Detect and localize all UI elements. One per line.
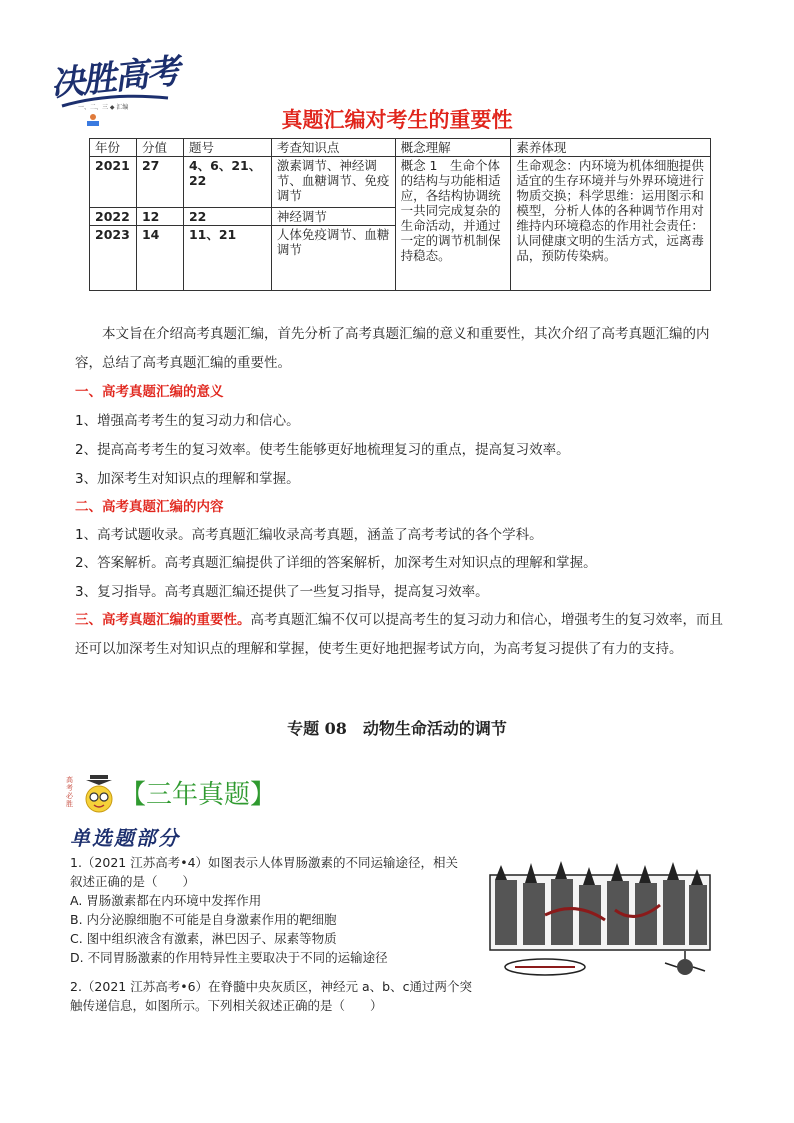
section2-item: 3、复习指导。高考真题汇编还提供了一些复习指导，提高复习效率。: [75, 584, 489, 600]
cell-score: 12: [136, 208, 183, 226]
cell-points: 神经调节: [271, 208, 395, 226]
cell-nums: 4、6、21、22: [183, 157, 271, 208]
header-score: 分值: [136, 139, 183, 157]
cell-literacy: 生命观念：内环境为机体细胞提供适宜的生存环境并与外界环境进行物质交换；科学思维：运用图示和模型，分析人体的各种调节作用对维持内环境稳态的作用社会责任：认同健康文明的生活方式，远离毒品，预防传染病。: [511, 157, 711, 291]
option-b: B. 内分泌腺细胞不可能是自身激素作用的靶细胞: [70, 912, 337, 927]
cell-concept: 概念 1 生命个体的结构与功能相适应，各结构协调统一共同完成复杂的生命活动，并通过一定的调节机制保持稳态。: [395, 157, 511, 291]
cell-nums: 22: [183, 208, 271, 226]
section2-title: 二、高考真题汇编的内容: [75, 499, 224, 515]
question-stem: 2.（2021 江苏高考•6）在脊髓中央灰质区，神经元 a、b、c通过两个突触传递信息，如图所示。下列相关叙述正确的是（ ）: [70, 979, 472, 1013]
intro-paragraph: 本文旨在介绍高考真题汇编，首先分析了高考真题汇编的意义和重要性，其次介绍了高考真题汇编的内容，总结了高考真题汇编的重要性。: [75, 326, 710, 371]
header-literacy: 素养体现: [511, 139, 711, 157]
header-points: 考查知识点: [271, 139, 395, 157]
section-label: 【三年真题】: [120, 780, 277, 810]
section2-item: 2、答案解析。高考真题汇编提供了详细的答案解析，加深考生对知识点的理解和掌握。: [75, 555, 597, 571]
cell-nums: 11、21: [183, 226, 271, 291]
logo-subtext: 一、二、三 ◆ 汇编: [78, 104, 129, 111]
section1-title: 一、高考真题汇编的意义: [75, 384, 224, 400]
cell-year: 2022: [90, 208, 137, 226]
table-row: [90, 157, 711, 208]
badge-text: 高考必胜: [66, 776, 73, 808]
page-title: 真题汇编对考生的重要性: [281, 108, 513, 132]
subject-title: 专题 08 动物生命活动的调节: [287, 719, 507, 738]
cell-year: 2023: [90, 226, 137, 291]
section3-body: 高考真题汇编不仅可以提高考生的复习动力和信心，增强考生的复习效率，而且还可以加深考生对知识点的理解和掌握，使考生更好地把握考试方向，为高考复习提供了有力的支持。: [75, 612, 723, 657]
cell-points: 激素调节、神经调节、血糖调节、免疫调节: [271, 157, 395, 208]
header-year: 年份: [90, 139, 137, 157]
section2-item: 1、高考试题收录。高考真题汇编收录高考真题，涵盖了高考考试的各个学科。: [75, 527, 543, 543]
section1-item: 3、加深考生对知识点的理解和掌握。: [75, 471, 300, 487]
question-1: [70, 853, 470, 967]
logo-text: 决胜高考: [48, 51, 181, 105]
table-header-row: [90, 139, 711, 157]
header-concept: 概念理解: [395, 139, 511, 157]
cell-score: 27: [136, 157, 183, 208]
option-c: C. 图中组织液含有激素，淋巴因子、尿素等物质: [70, 931, 337, 946]
question-stem: 1.（2021 江苏高考•4）如图表示人体胃肠激素的不同运输途径，相关叙述正确的是（ ）: [70, 855, 459, 889]
gut-hormone-diagram: [485, 855, 715, 985]
section3-title: 三、高考真题汇编的重要性。: [75, 612, 251, 628]
cell-points: 人体免疫调节、血糖调节: [271, 226, 395, 291]
section1-item: 1、增强高考考生的复习动力和信心。: [75, 413, 300, 429]
exam-info-table: [89, 138, 711, 291]
smiley-graduate-icon: [70, 774, 118, 814]
cell-score: 14: [136, 226, 183, 291]
question-2: [70, 977, 480, 1015]
header-nums: 题号: [183, 139, 271, 157]
section1-item: 2、提高高考考生的复习效率。使考生能够更好地梳理复习的重点，提高复习效率。: [75, 442, 570, 458]
section3-paragraph: [75, 606, 725, 664]
cell-year: 2021: [90, 157, 137, 208]
single-choice-heading: 单选题部分: [70, 826, 180, 850]
option-a: A. 胃肠激素都在内环境中发挥作用: [70, 893, 262, 908]
option-d: D. 不同胃肠激素的作用特异性主要取决于不同的运输途径: [70, 950, 388, 965]
